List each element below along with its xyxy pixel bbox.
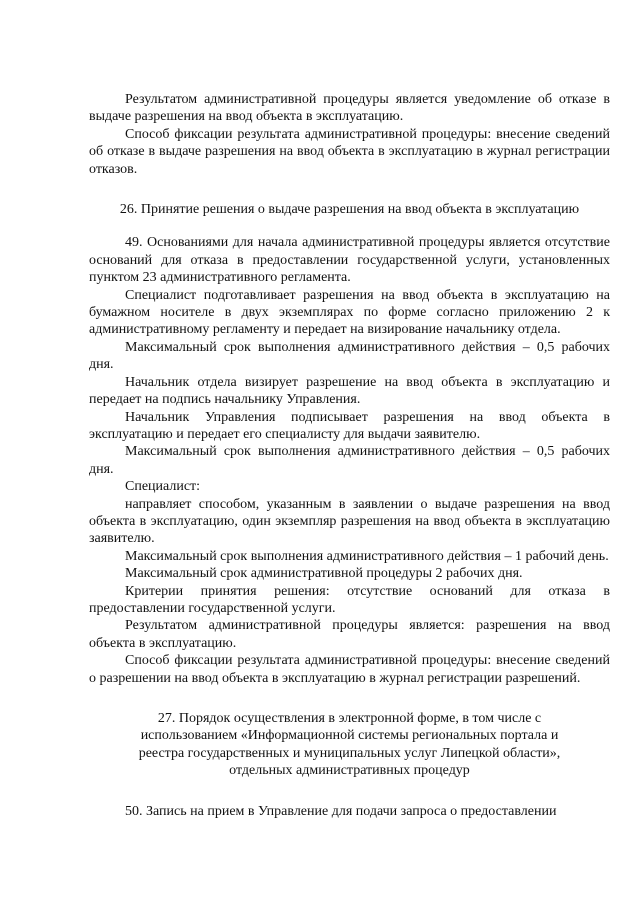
paragraph-49-term-3: Максимальный срок выполнения административного действия – 1 рабочий день.	[125, 548, 609, 564]
paragraph-49-specialist: Специалист:	[125, 479, 201, 495]
heading-27-line-2: использованием «Информационной системы региональных портала и	[140, 728, 559, 744]
heading-27-line-4: отдельных административных процедур	[229, 763, 470, 779]
paragraph-49: 49. Основаниями для начала административной процедуры является отсутствие оснований для отказа в предоставлении государственной услуги, установленных пунктом 23 административного регламента.	[89, 235, 610, 286]
paragraph-50: 50. Запись на прием в Управление для подачи запроса о предоставлении	[125, 803, 557, 819]
paragraph-49-criteria: Критерии принятия решения: отсутствие оснований для отказа в предоставлении государственной услуги.	[89, 583, 610, 616]
paragraph-49-fixation: Способ фиксации результата административной процедуры: внесение сведений о разрешении на ввод объекта в эксплуатацию в журнал регистрации разрешений.	[89, 653, 610, 686]
paragraph-fixation: Способ фиксации результата административной процедуры: внесение сведений об отказе в выдаче разрешения на ввод объекта в эксплуатацию в журнал регистрации отказов.	[89, 126, 610, 177]
section-heading-26: 26. Принятие решения о выдаче разрешения на ввод объекта в эксплуатацию	[119, 202, 580, 218]
section-heading-27	[89, 710, 610, 780]
paragraph-49-send: направляет способом, указанным в заявлении о выдаче разрешения на ввод объекта в эксплуатацию, один экземпляр разрешения на ввод объекта в эксплуатацию заявителю.	[89, 496, 610, 547]
paragraph-49-term-2: Максимальный срок выполнения административного действия – 0,5 рабочих дня.	[89, 444, 610, 477]
heading-27-line-1: 27. Порядок осуществления в электронной форме, в том числе с	[157, 711, 542, 726]
paragraph-49-sign: Начальник Управления подписывает разрешения на ввод объекта в эксплуатацию и передает его специалисту для выдачи заявителю.	[89, 409, 610, 442]
paragraph-49-visa: Начальник отдела визирует разрешение на ввод объекта в эксплуатацию и передает на подпись начальнику Управления.	[89, 374, 610, 408]
heading-27-line-3: реестра государственных и муниципальных услуг Липецкой области»,	[138, 745, 561, 761]
paragraph-49-result: Результатом административной процедуры является: разрешения на ввод объекта в эксплуатацию.	[89, 618, 610, 651]
paragraph-49-prepare: Специалист подготавливает разрешения на ввод объекта в эксплуатацию на бумажном носителе в двух экземплярах по форме согласно приложению 2 к административному регламенту и передает на визирование начальнику отдела.	[89, 287, 610, 338]
paragraph-49-term-total: Максимальный срок административной процедуры 2 рабочих дня.	[125, 566, 523, 582]
paragraph-49-term-1: Максимальный срок выполнения административного действия – 0,5 рабочих дня.	[89, 339, 610, 373]
paragraph-result: Результатом административной процедуры является уведомление об отказе в выдаче разрешения на ввод объекта в эксплуатацию.	[89, 92, 610, 125]
